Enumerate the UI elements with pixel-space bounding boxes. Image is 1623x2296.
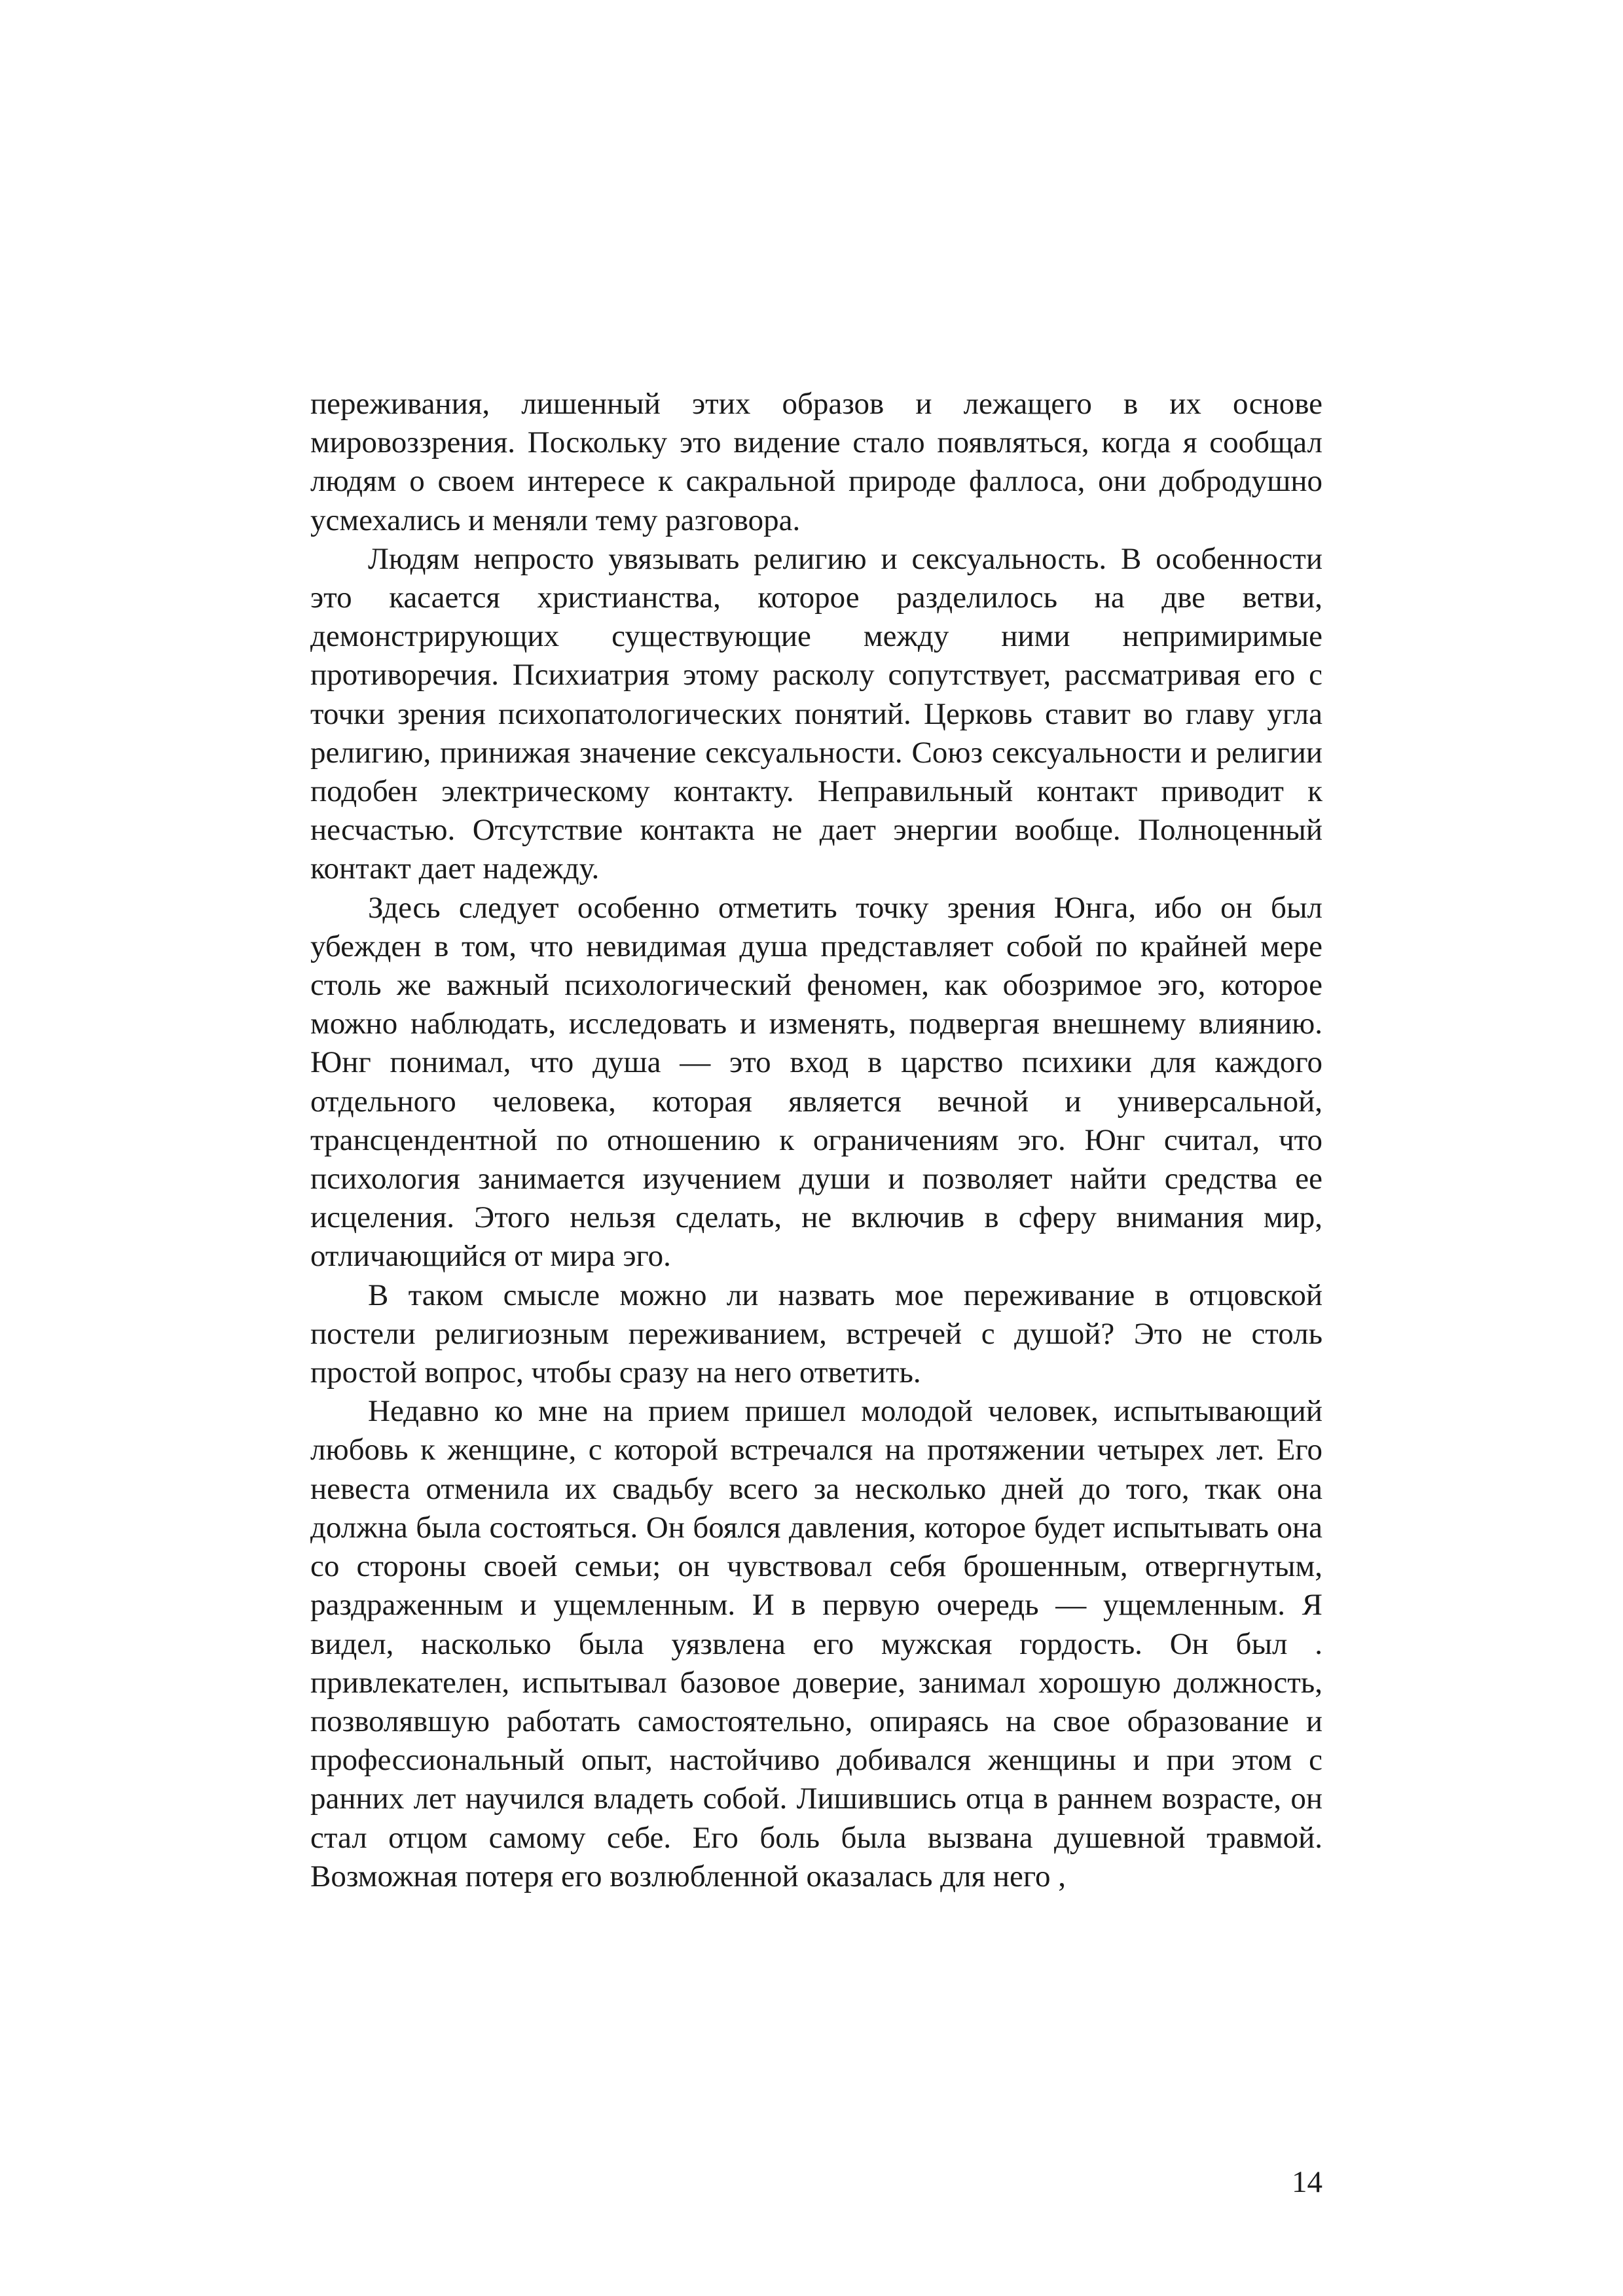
paragraph-1: переживания, лишенный этих образов и лежащего в их основе мировоззрения. Поскольку это видение стало появляться, когда я сообщал людям о своем интересе к сакральной природе фаллоса, они добродушно усмехались и меняли тему разговора. bbox=[310, 387, 1322, 537]
paragraph-3: Здесь следует особенно отметить точку зрения Юнга, ибо он был убежден в том, что невидимая душа представляет собой по крайней мере столь же важный психологический феномен, как обозримое эго, которое можно наблюдать, исследовать и изменять, подвергая внешнему влиянию. Юнг понимал, что душа — это вход в царство психики для каждого отдельного человека, которая является вечной и универсальной, трансцендентной по отношению к ограничениям эго. Юнг считал, что психология занимается изучением души и позволяет найти средства ее исцеления. Этого нельзя сделать, не включив в сферу внимания мир, отличающийся от мира эго. bbox=[310, 890, 1322, 1274]
paragraph-2: Людям непросто увязывать религию и сексуальность. В особенности это касается христианства, которое разделилось на две ветви, демонстрирующих существующие между ними непримиримые противоречия. Психиатрия этому расколу сопутствует, рассматривая его с точки зрения психопатологических понятий. Церковь ставит во главу угла религию, принижая значение сексуальности. Союз сексуальности и религии подобен электрическому контакту. Неправильный контакт приводит к несчастью. Отсутствие контакта не дает энергии вообще. Полноценный контакт дает надежду. bbox=[310, 541, 1322, 886]
paragraph-4: В таком смысле можно ли назвать мое переживание в отцовской постели религиозным переживанием, встречей с душой? Это не столь простой вопрос, чтобы сразу на него ответить. bbox=[310, 1278, 1322, 1390]
body-text bbox=[310, 385, 1322, 1896]
page-number: 14 bbox=[1292, 2165, 1322, 2199]
paragraph-5: Недавно ко мне на прием пришел молодой человек, испытывающий любовь к женщине, с которой встречался на протяжении четырех лет. Его невеста отменила их свадьбу всего за несколько дней до того, ткак она должна была состояться. Он боялся давления, которое будет испытывать она со стороны своей семьи; он чувствовал себя брошенным, отвергнутым, раздраженным и ущемленным. И в первую очередь — ущемленным. Я видел, насколько была уязвлена его мужская гордость. Он был . привлекателен, испытывал базовое доверие, занимал хорошую должность, позволявшую работать самостоятельно, опираясь на свое образование и профессиональный опыт, настойчиво добивался женщины и при этом с ранних лет научился владеть собой. Лишившись отца в раннем возрасте, он стал отцом самому себе. Его боль была вызвана душевной травмой. Возможная потеря его возлюбленной оказалась для него , bbox=[310, 1394, 1322, 1893]
